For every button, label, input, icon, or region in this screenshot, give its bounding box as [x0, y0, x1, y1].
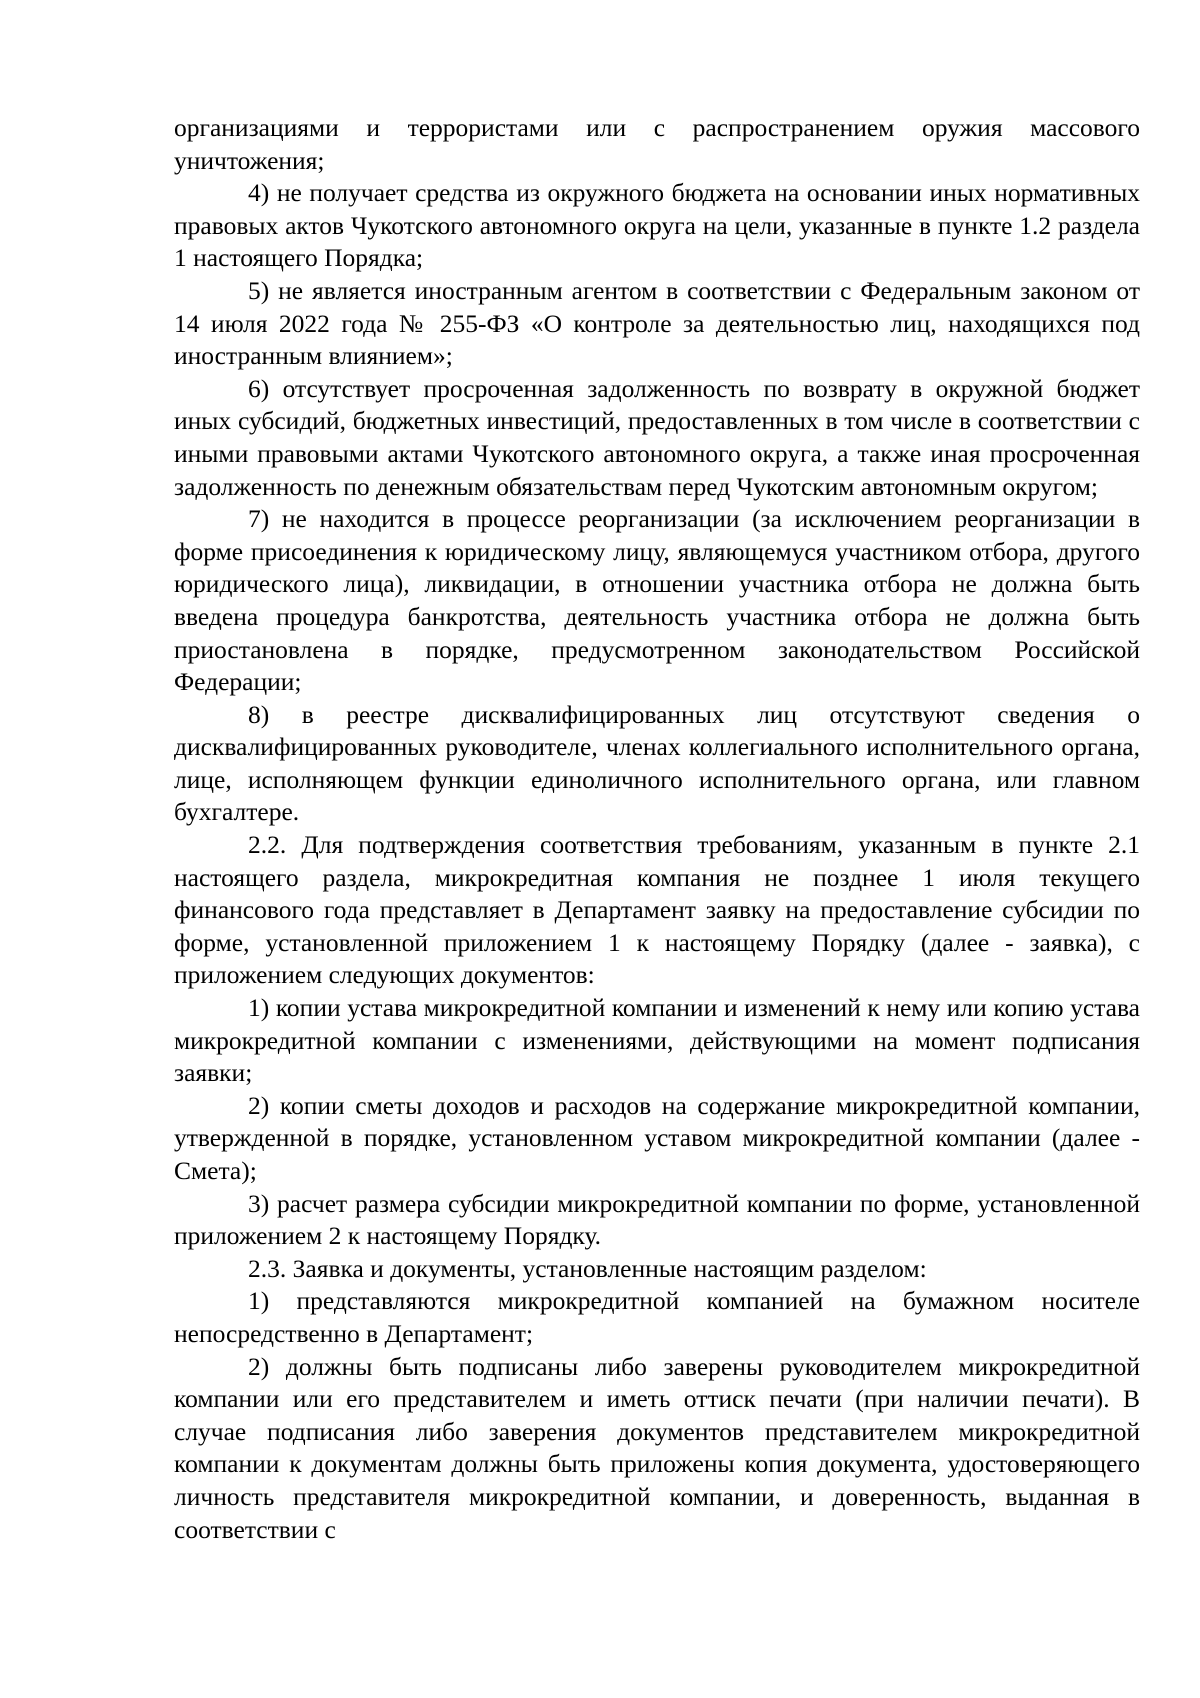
paragraph-section-2-2: 2.2. Для подтверждения соответствия требованиям, указанным в пункте 2.1 настоящего раздела, микрокредитная компания не позднее 1 июля текущего финансового года представляет в Департамент заявку на предоставление субсидии по форме, установленной приложением 1 к настоящему Порядку (далее - заявка), с приложением следующих документов:: [174, 830, 1140, 990]
paragraph-item-6: 6) отсутствует просроченная задолженность по возврату в окружной бюджет иных субсидий, бюджетных инвестиций, предоставленных в том числе в соответствии с иными правовыми актами Чукотского автономного округа, а также иная просроченная задолженность по денежным обязательствам перед Чукотским автономным округом;: [174, 373, 1140, 501]
paragraph-continuation: организациями и террористами или с распространением оружия массового уничтожения;: [174, 113, 1140, 175]
paragraph-doc-3: 3) расчет размера субсидии микрокредитной компании по форме, установленной приложением 2 к настоящему Порядку.: [174, 1188, 1140, 1251]
paragraph-item-5: 5) не является иностранным агентом в соответствии с Федеральным законом от 14 июля 2022 года № 255-ФЗ «О контроле за деятельностью лиц, находящихся под иностранным влиянием»;: [174, 275, 1140, 371]
paragraph-item-4: 4) не получает средства из окружного бюджета на основании иных нормативных правовых актов Чукотского автономного округа на цели, указанные в пункте 1.2 раздела 1 настоящего Порядка;: [174, 178, 1140, 273]
paragraph-req-1: 1) представляются микрокредитной компанией на бумажном носителе непосредственно в Департамент;: [174, 1286, 1140, 1348]
paragraph-req-2: 2) должны быть подписаны либо заверены руководителем микрокредитной компании или его представителем и иметь оттиск печати (при наличии печати). В случае подписания либо заверения документов представителем микрокредитной компании к документам должны быть приложены копия документа, удостоверяющего личность представителя микрокредитной компании, и доверенность, выданная в соответствии с: [174, 1351, 1140, 1544]
paragraph-doc-1: 1) копии устава микрокредитной компании и изменений к нему или копию устава микрокредитной компании с изменениями, действующими на момент подписания заявки;: [174, 993, 1140, 1088]
document-page: [174, 112, 1140, 1546]
paragraph-doc-2: 2) копии сметы доходов и расходов на содержание микрокредитной компании, утвержденной в порядке, установленном уставом микрокредитной компании (далее - Смета);: [174, 1090, 1140, 1185]
paragraph-section-2-3: 2.3. Заявка и документы, установленные настоящим разделом:: [248, 1253, 927, 1283]
paragraph-item-8: 8) в реестре дисквалифицированных лиц отсутствуют сведения о дисквалифицированных руководителе, членах коллегиального исполнительного органа, лице, исполняющем функции единоличного исполнительного органа, или главном бухгалтере.: [174, 699, 1140, 827]
paragraph-item-7: 7) не находится в процессе реорганизации (за исключением реорганизации в форме присоединения к юридическому лицу, являющемуся участником отбора, другого юридического лица), ликвидации, в отношении участника отбора не должна быть введена процедура банкротства, деятельность участника отбора не должна быть приостановлена в порядке, предусмотренном законодательством Российской Федерации;: [174, 504, 1140, 697]
